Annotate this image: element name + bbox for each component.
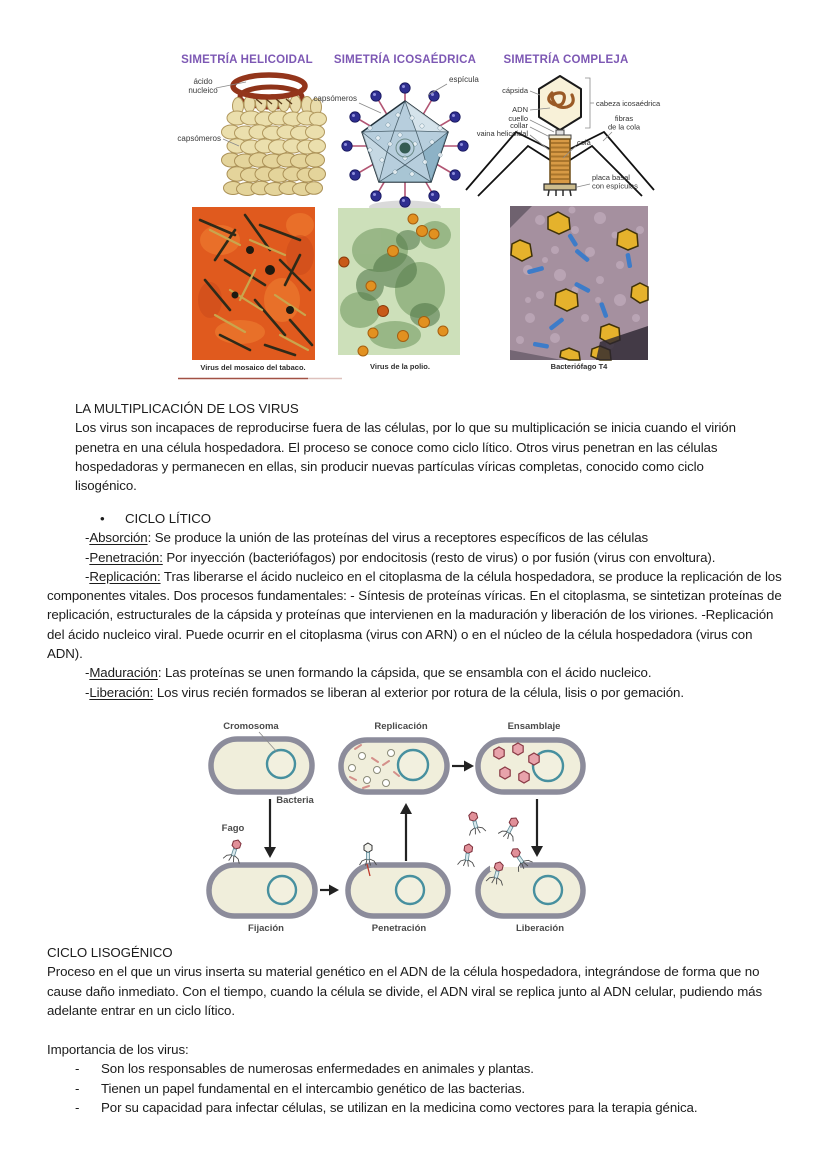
importance-item: - Tienen un papel fundamental en el intercambio genético de las bacterias. bbox=[75, 1080, 525, 1096]
label-ensamblaje: Ensamblaje bbox=[507, 721, 561, 732]
bacterium-assembly bbox=[478, 740, 583, 792]
helicoidal-title: SIMETRÍA HELICOIDAL bbox=[181, 54, 313, 66]
lytic-cycle-diagram bbox=[193, 713, 617, 945]
section-multiplicacion bbox=[75, 399, 767, 495]
phage-attaching bbox=[223, 837, 246, 864]
label-cuello: cuello bbox=[508, 114, 528, 123]
label-vaina-helicoidal: vaina helicoidal bbox=[476, 129, 528, 138]
chromosome-circle bbox=[267, 750, 295, 778]
caption-polio: Virus de la polio. bbox=[370, 362, 430, 371]
helicoidal-virus-drawing bbox=[177, 75, 326, 196]
bullet-icon: • bbox=[100, 511, 105, 526]
importance-item: - Son los responsables de numerosas enfermedades en animales y plantas. bbox=[75, 1061, 534, 1077]
lytic-item-replicacion: -Replicación: Tras liberarse el ácido nucleico en el citoplasma de la célula hospedadora, se produce la replicación de los componentes vitales. Dos procesos fundamentales: - Síntesis de proteínas víricas. En el citoplasma, se sintetizan proteínas de replicación, estructurales de la cápsida y proteínas que intervienen en la maduración y liberación de los viriones. -Replicación del ácido nucleico viral. Puede ocurrir en el citoplasma (virus con ARN) o en el núcleo de la célula hospedadora (virus con ADN). bbox=[47, 568, 782, 662]
icosaedrica-title: SIMETRÍA ICOSAÉDRICA bbox=[333, 54, 477, 66]
label-adn: ADN bbox=[512, 105, 528, 114]
lytic-item-absorcion: -Absorción: Se produce la unión de las proteínas del virus a receptores específicos de las células bbox=[85, 530, 649, 546]
micrograph-polio bbox=[338, 208, 460, 356]
label-replicacion: Replicación bbox=[374, 721, 428, 732]
label-capsomeros-icosaedrica: capsómeros bbox=[313, 94, 357, 103]
label-fago: Fago bbox=[221, 823, 245, 834]
label-fijacion: Fijación bbox=[248, 923, 284, 934]
multiplicacion-paragraph: Los virus son incapaces de reproducirse fuera de las células, por lo que su multiplicación se inicia cuando el virión penetra en una célula hospedadora. El proceso se conoce como ciclo lítico. Otros virus penetran en las células hospedadoras y permanecen en ellas, sin producir nuevas partículas víricas completas, conocido como ciclo lisogénico. bbox=[75, 420, 736, 494]
lytic-item-maduracion: -Maduración: Las proteínas se unen formando la cápsida, que se ensambla con el ácido nucleico. bbox=[85, 665, 652, 681]
label-liberacion: Liberación bbox=[515, 923, 565, 934]
bacterium-replication bbox=[341, 740, 447, 792]
compleja-title: SIMETRÍA COMPLEJA bbox=[503, 54, 629, 66]
label-cabeza-icosaedrica: cabeza icosaédrica bbox=[596, 99, 661, 108]
section-ciclo-lisogenico bbox=[47, 943, 782, 1020]
phage-head bbox=[539, 76, 581, 130]
lytic-item-liberacion: -Liberación: Los virus recién formados se liberan al exterior por rotura de la célula, lisis o por gemación. bbox=[85, 684, 684, 700]
icosahedral-virus-drawing bbox=[313, 75, 479, 214]
label-capsida: cápsida bbox=[502, 86, 528, 95]
micrograph-t4 bbox=[510, 206, 648, 360]
phage-injecting bbox=[360, 843, 377, 866]
section-importancia bbox=[47, 1040, 782, 1117]
label-cola: cola bbox=[577, 138, 591, 147]
bacterium-intact bbox=[211, 739, 312, 792]
label-espicula: espícula bbox=[449, 75, 479, 84]
section-ciclo-litico bbox=[47, 509, 782, 702]
lytic-heading bbox=[47, 509, 782, 528]
basal-plate bbox=[544, 184, 576, 190]
importance-item: - Por su capacidad para infectar células, se utilizan en la medicina como vectores para la terapia génica. bbox=[75, 1099, 698, 1115]
label-capsomeros-helicoidal: capsómeros bbox=[177, 134, 221, 143]
micrograph-tmv bbox=[192, 207, 315, 360]
label-bacteria: Bacteria bbox=[276, 795, 314, 806]
lysogenic-title: CICLO LISOGÉNICO bbox=[47, 945, 173, 960]
label-fibras-de-la-cola: fibras de la cola bbox=[607, 114, 641, 132]
bacterium-fixation bbox=[209, 837, 315, 916]
caption-tmv: Virus del mosaico del tabaco. bbox=[200, 363, 306, 372]
label-acido-nucleico: ácido nucleico bbox=[188, 77, 218, 96]
lysogenic-paragraph: Proceso en el que un virus inserta su material genético en el ADN de la célula hospedadora, integrándose de forma que no cause daño inmediato. Con el tiempo, cuando la célula se divide, el ADN viral se replica junto al ADN celular, pudiendo más adelante entrar en un ciclo lítico. bbox=[47, 964, 763, 1018]
multiplicacion-title: LA MULTIPLICACIÓN DE LOS VIRUS bbox=[75, 401, 299, 416]
label-collar: collar bbox=[510, 121, 528, 130]
importance-title: Importancia de los virus: bbox=[47, 1042, 189, 1057]
caption-t4: Bacteriófago T4 bbox=[550, 362, 608, 371]
lytic-title: CICLO LÍTICO bbox=[125, 511, 211, 526]
bacterium-penetration bbox=[348, 843, 448, 916]
complex-virus-drawing bbox=[466, 76, 661, 196]
label-cromosoma: Cromosoma bbox=[223, 721, 279, 732]
bacterium-liberation bbox=[478, 861, 583, 916]
label-penetracion: Penetración bbox=[371, 923, 427, 934]
lytic-item-penetracion: -Penetración: Por inyección (bacteriófagos) por endocitosis (resto de virus) o por fusión (virus con envoltura). bbox=[85, 549, 716, 565]
label-placa-basal: placa basal con espículas bbox=[592, 173, 638, 191]
virus-symmetry-figure bbox=[0, 0, 828, 395]
